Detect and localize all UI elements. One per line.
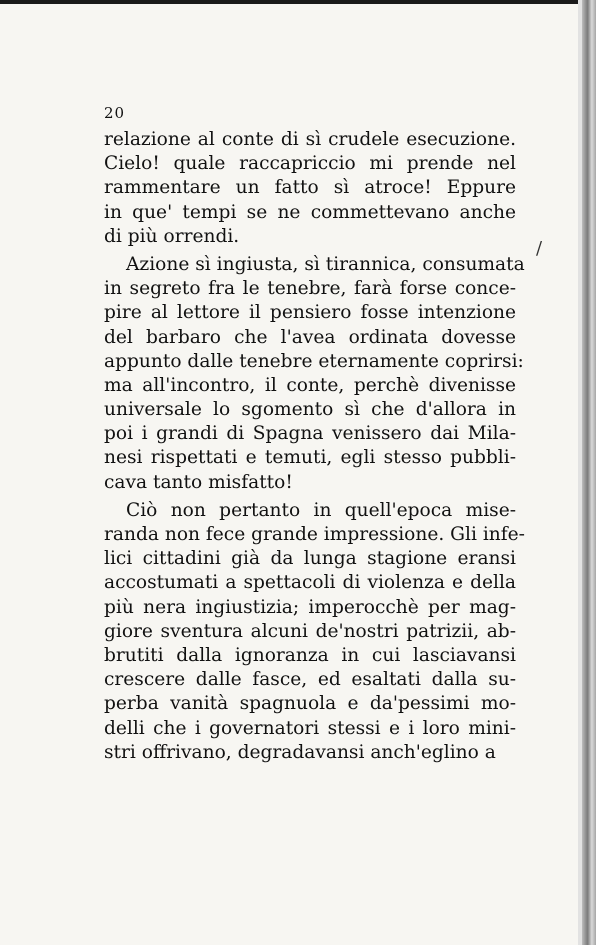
paragraph-1 [104, 128, 516, 249]
text-line: poi i grandi di Spagna venissero dai Mila- [104, 423, 516, 445]
text-line: relazione al conte di sì crudele esecuzione. [104, 129, 516, 150]
text-line: ma all'incontro, il conte, perchè divenisse [104, 374, 516, 396]
text-line: Azione sì ingiusta, sì tirannica, consumata [126, 253, 525, 275]
text-line: perba vanità spagnuola e da'pessimi mo- [104, 693, 516, 715]
text-line: Ciò non pertanto in quell'epoca mise- [126, 499, 516, 521]
text-line: del barbaro che l'avea ordinata dovesse [104, 326, 516, 348]
page-top-edge [0, 0, 596, 4]
text-line: stri offrivano, degradavansi anch'eglino a [104, 741, 496, 763]
text-line: lici cittadini già da lunga stagione eransi [104, 548, 516, 570]
text-line: appunto dalle tenebre eternamente coprirsi: [104, 350, 524, 372]
body-text [104, 128, 525, 765]
book-spine-edge [582, 0, 596, 945]
margin-mark: / [536, 238, 543, 259]
text-line: delli che i governatori stessi e i loro mini- [104, 717, 516, 739]
text-line: brutiti dalla ignoranza in cui lasciavansi [104, 644, 516, 666]
text-line: in que' tempi se ne commettevano anche [104, 201, 516, 223]
text-line: pire al lettore il pensiero fosse intenzione [104, 302, 516, 324]
text-line: di più orrendi. [104, 225, 240, 247]
text-line: crescere dalle fasce, ed esaltati dalla su- [104, 669, 516, 691]
text-line: giore sventura alcuni de'nostri patrizii, ab- [104, 620, 516, 642]
paragraph-2 [104, 253, 525, 495]
text-line: più nera ingiustizia; imperocchè per mag- [104, 596, 516, 618]
page-number: 20 [104, 104, 126, 122]
text-line: accostumati a spettacoli di violenza e della [104, 572, 516, 594]
text-line: randa non fece grande impressione. Gli infe- [104, 524, 525, 545]
text-line: rammentare un fatto sì atroce! Eppure [104, 177, 516, 199]
text-line: universale lo sgomento sì che d'allora in [104, 399, 516, 421]
text-line: in segreto fra le tenebre, farà forse conce- [104, 278, 516, 300]
text-line: nesi rispettati e temuti, egli stesso pubbli- [104, 447, 516, 469]
text-line: cava tanto misfatto! [104, 471, 293, 493]
text-line: Cielo! quale raccapriccio mi prende nel [104, 153, 516, 175]
paragraph-3 [104, 499, 525, 765]
